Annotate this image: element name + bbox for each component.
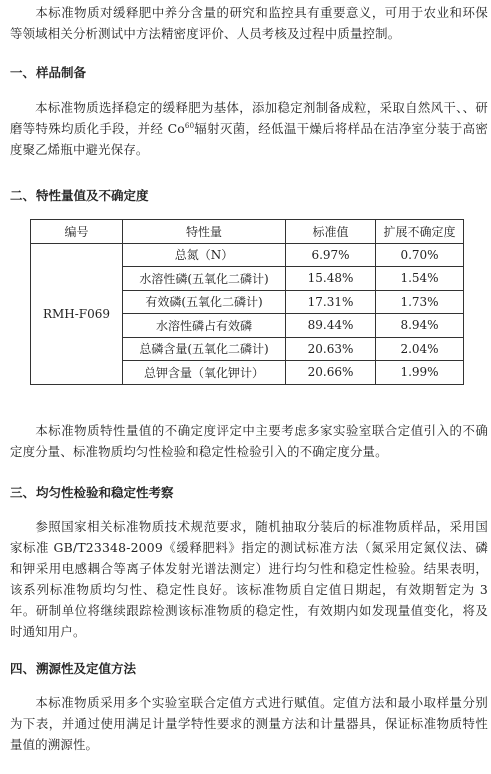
table-cell-property: 有效磷(五氧化二磷计) bbox=[123, 290, 286, 314]
section-heading-property-values: 二、特性量值及不确定度 bbox=[10, 188, 149, 203]
section-heading-homogeneity-stability: 三、均匀性检验和稳定性考察 bbox=[10, 485, 174, 500]
traceability-paragraph: 本标准物质采用多个实验室联合定值方式进行赋值。定值方法和最小取样量分别为下表，并通过使用满足计量学特性要求的测量方法和计量器具，保证标准物质特性量值的溯源性。 bbox=[10, 695, 488, 752]
table-header-row bbox=[31, 220, 464, 244]
table-cell-code: RMH-F069 bbox=[31, 243, 123, 384]
table-cell-property: 总磷含量(五氧化二磷计) bbox=[123, 337, 286, 361]
section-heading-preparation: 一、样品制备 bbox=[10, 65, 87, 80]
table-cell-property: 总钾含量（氧化钾计） bbox=[123, 361, 286, 385]
cobalt-isotope-superscript: 60 bbox=[184, 122, 195, 130]
section-heading-traceability: 四、溯源性及定值方法 bbox=[10, 661, 137, 676]
table-cell-uncertainty: 1.54% bbox=[376, 267, 464, 291]
uncertainty-paragraph: 本标准物质特性量值的不确定度评定中主要考虑多家实验室联合定值引入的不确定度分量、标准物质均匀性检验和稳定性检验引入的不确定度分量。 bbox=[10, 423, 488, 459]
table-cell-uncertainty: 8.94% bbox=[376, 314, 464, 338]
table-header-uncertainty: 扩展不确定度 bbox=[376, 220, 464, 244]
table-cell-value: 20.63% bbox=[286, 337, 376, 361]
table-cell-uncertainty: 0.70% bbox=[376, 243, 464, 267]
table-cell-value: 89.44% bbox=[286, 314, 376, 338]
table-cell-uncertainty: 1.99% bbox=[376, 361, 464, 385]
preparation-paragraph: 本标准物质选择稳定的缓释肥为基体，添加稳定剂制备成粒，采取自然风干、、研磨等特殊均质化手段，并经 Co$^{60}$辐射灭菌，经低温干燥后将样品在洁净室分装于高密度聚乙烯瓶中避光保存。 bbox=[10, 100, 488, 157]
table-cell-property: 水溶性磷占有效磷 bbox=[123, 314, 286, 338]
table-cell-value: 20.66% bbox=[286, 361, 376, 385]
table-cell-uncertainty: 1.73% bbox=[376, 290, 464, 314]
homogeneity-stability-paragraph: 参照国家相关标准物质技术规范要求，随机抽取分装后的标准物质样品，采用国家标准 GB/T23348-2009《缓释肥料》指定的测试标准方法（氮采用定氮仪法、磷和钾采用电感耦合等离子体发射光谱法测定）进行均匀性和稳定性检验。结果表明，该系列标准物质均匀性、稳定性良好。该标准物质自定值日期起，有效期暂定为 3 年。研制单位将继续跟踪检测该标准物质的稳定性，有效期内如发现量值变化，将及时通知用户。 bbox=[10, 519, 488, 639]
table-row bbox=[31, 243, 464, 267]
intro-paragraph: 本标准物质对缓释肥中养分含量的研究和监控具有重要意义，可用于农业和环保等领域相关分析测试中方法精密度评价、人员考核及过程中质量控制。 bbox=[10, 5, 488, 41]
table-header-standard-value: 标准值 bbox=[286, 220, 376, 244]
table-cell-value: 6.97% bbox=[286, 243, 376, 267]
table-cell-uncertainty: 2.04% bbox=[376, 337, 464, 361]
property-values-table bbox=[30, 219, 464, 385]
table-cell-value: 15.48% bbox=[286, 267, 376, 291]
table-cell-value: 17.31% bbox=[286, 290, 376, 314]
table-cell-property: 水溶性磷(五氧化二磷计) bbox=[123, 267, 286, 291]
table-header-property: 特性量 bbox=[123, 220, 286, 244]
table-cell-property: 总氮（N） bbox=[123, 243, 286, 267]
table-header-code: 编号 bbox=[31, 220, 123, 244]
